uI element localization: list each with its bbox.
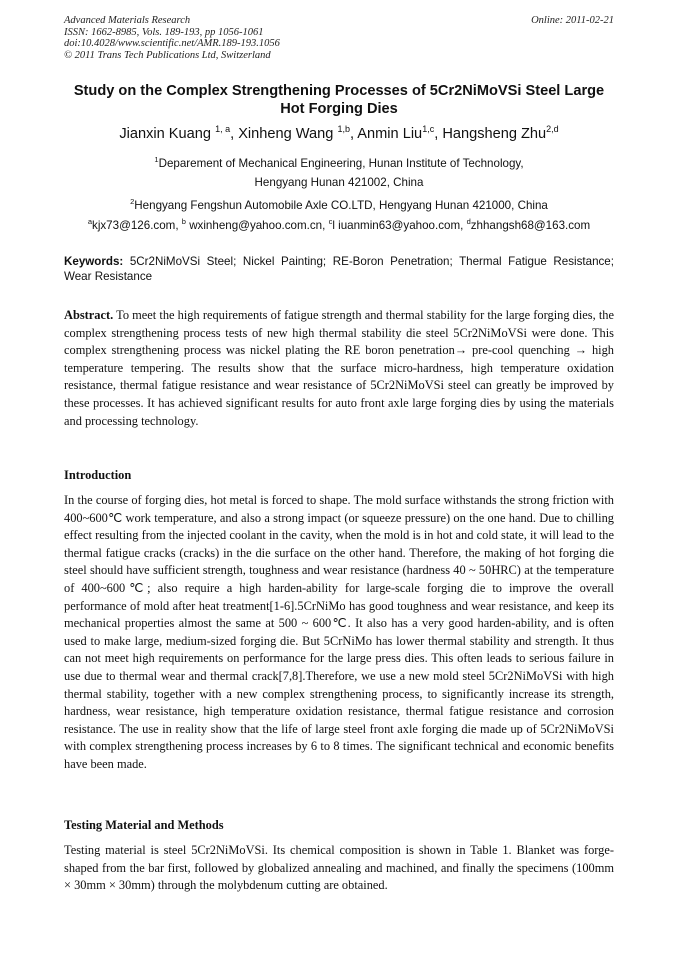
author-affiliation-mark: 2,d <box>546 124 559 134</box>
journal-header <box>64 15 280 61</box>
paper-title: Study on the Complex Strengthening Processes of 5Cr2NiMoVSi Steel Large Hot Forging Dies <box>73 83 605 117</box>
affiliation-text: Deparement of Mechanical Engineering, Hunan Institute of Technology, <box>158 156 524 170</box>
email-mark: c <box>328 217 333 226</box>
author-affiliation-mark: 1, a <box>215 124 231 134</box>
methods-heading: Testing Material and Methods <box>64 818 224 832</box>
email-link[interactable]: zhhangsh68@163.com <box>470 218 591 232</box>
email-link[interactable]: l iuanmin63@yahoo.com, <box>332 218 464 232</box>
keywords-label: Keywords: <box>64 255 124 268</box>
introduction-text: In the course of forging dies, hot metal is forced to shape. The mold surface withstands the strong friction with 400~600℃ work temperature, and also a strong impact (or squeeze pressure) on the one hand. Due to chilling effect resulting from the injected coolant in the cavity, when the mold is in hot and cold state, it will lead to the thermal fatigue cracks (cracks) in the die surface on the other hand. Therefore, the making of hot forging die steel should have sufficient strength, toughness and wear resistance (hardness 40 ~ 50HRC) at the temperature of 400~600℃; also require a high harden-ability for large-scale forging die to improve the overall performance of mold after heat treatment[1-6].5CrNiMo has good toughness and wear resistance, and keep its mechanical properties almost the same at 500 ~ 600℃. It also has a very good harden-ability, and is often used to make large, medium-sized forging die. But 5CrNiMo has lower thermal stability and strength. It thus can not meet high requirements on performance for the large press dies. This often leads to serious failure in use due to thermal wear and thermal crack[7,8].Therefore, we use a new mold steel 5Cr2NiMoVSi with high thermal stability, together with a new complex strengthening process, to significantly increase its strength, hardness, wear resistance, high temperature oxidation resistance, thermal fatigue resistance and corrosion resistance. The use in reality show that the life of large steel front axle forging die made up of 5Cr2NiMoVSi with complex strengthening process increases by 6 to 8 times. The significant technical and economic benefits have been made. <box>64 493 614 771</box>
email-mark: a <box>87 217 93 226</box>
introduction-heading: Introduction <box>64 468 132 482</box>
affiliation-text: Hengyang Fengshun Automobile Axle CO.LTD, Hengyang Hunan 421000, China <box>134 198 548 212</box>
keywords-text: 5Cr2NiMoVSi Steel; Nickel Painting; RE-Boron Penetration; Thermal Fatigue Resistance; Wear Resistance <box>64 255 614 283</box>
abstract-text: To meet the high requirements of fatigue strength and thermal stability for the large forging dies, the complex strengthening process tests of new high thermal stability die steel 5Cr2NiMoVSi were done. This complex strengthening process was nickel plating the RE boron penetration→ pre-cool quenching → high temperature tempering. The results show that the surface micro-hardness, high temperature oxidation resistance, thermal fatigue resistance and wear resistance of 5Cr2NiMoVSi steel can greatly be improved by these processes. It has achieved significant results for auto front axle large forging dies by using the materials and processing technology. <box>64 308 615 428</box>
email-link[interactable]: wxinheng@yahoo.com.cn, <box>189 218 326 232</box>
affiliation-mark: 1 <box>154 155 159 164</box>
email-list <box>64 217 614 232</box>
journal-name: Advanced Materials Research <box>64 15 191 26</box>
author-list: Jianxin Kuang $^{1, a}$, Xinheng Wang $^{1,b}$, Anmin Liu$^{1,c}$, Hangsheng Zhu$^{2,d}$ <box>119 124 559 142</box>
email-mark: b <box>181 217 186 226</box>
methods-text: Testing material is steel 5Cr2NiMoVSi. Its chemical composition is shown in Table 1. Blanket was forge-shaped from the bar first, followed by globalized annealing and machined, and finally the specimens (100mm × 30mm × 30mm) through the molybdenum cutting are obtained. <box>64 843 614 893</box>
author-name: Hangsheng Zhu <box>442 125 547 142</box>
author-name: Anmin Liu <box>357 125 423 142</box>
copyright-line: © 2011 Trans Tech Publications Ltd, Switzerland <box>64 49 271 61</box>
abstract <box>64 307 614 430</box>
author-affiliation-mark: 1,b <box>337 124 350 134</box>
keywords <box>64 254 614 284</box>
issn-line: ISSN: 1662-8985, Vols. 189-193, pp 1056-1061 <box>64 26 264 38</box>
email-link[interactable]: kjx73@126.com, <box>92 218 179 232</box>
author-name: Jianxin Kuang <box>119 125 211 142</box>
email-mark: d <box>466 217 471 226</box>
affiliation-1 <box>64 150 614 192</box>
abstract-label: Abstract. <box>64 308 114 322</box>
affiliation-2 <box>64 192 614 215</box>
doi-line: doi:10.4028/www.scientific.net/AMR.189-193.1056 <box>64 38 280 50</box>
author-name: Xinheng Wang <box>238 125 334 142</box>
online-date: Online: 2011-02-21 <box>531 15 614 26</box>
affiliation-mark: 2 <box>130 197 135 206</box>
affiliation-text: Hengyang Hunan 421002, China <box>254 175 424 189</box>
author-affiliation-mark: 1,c <box>422 124 435 134</box>
